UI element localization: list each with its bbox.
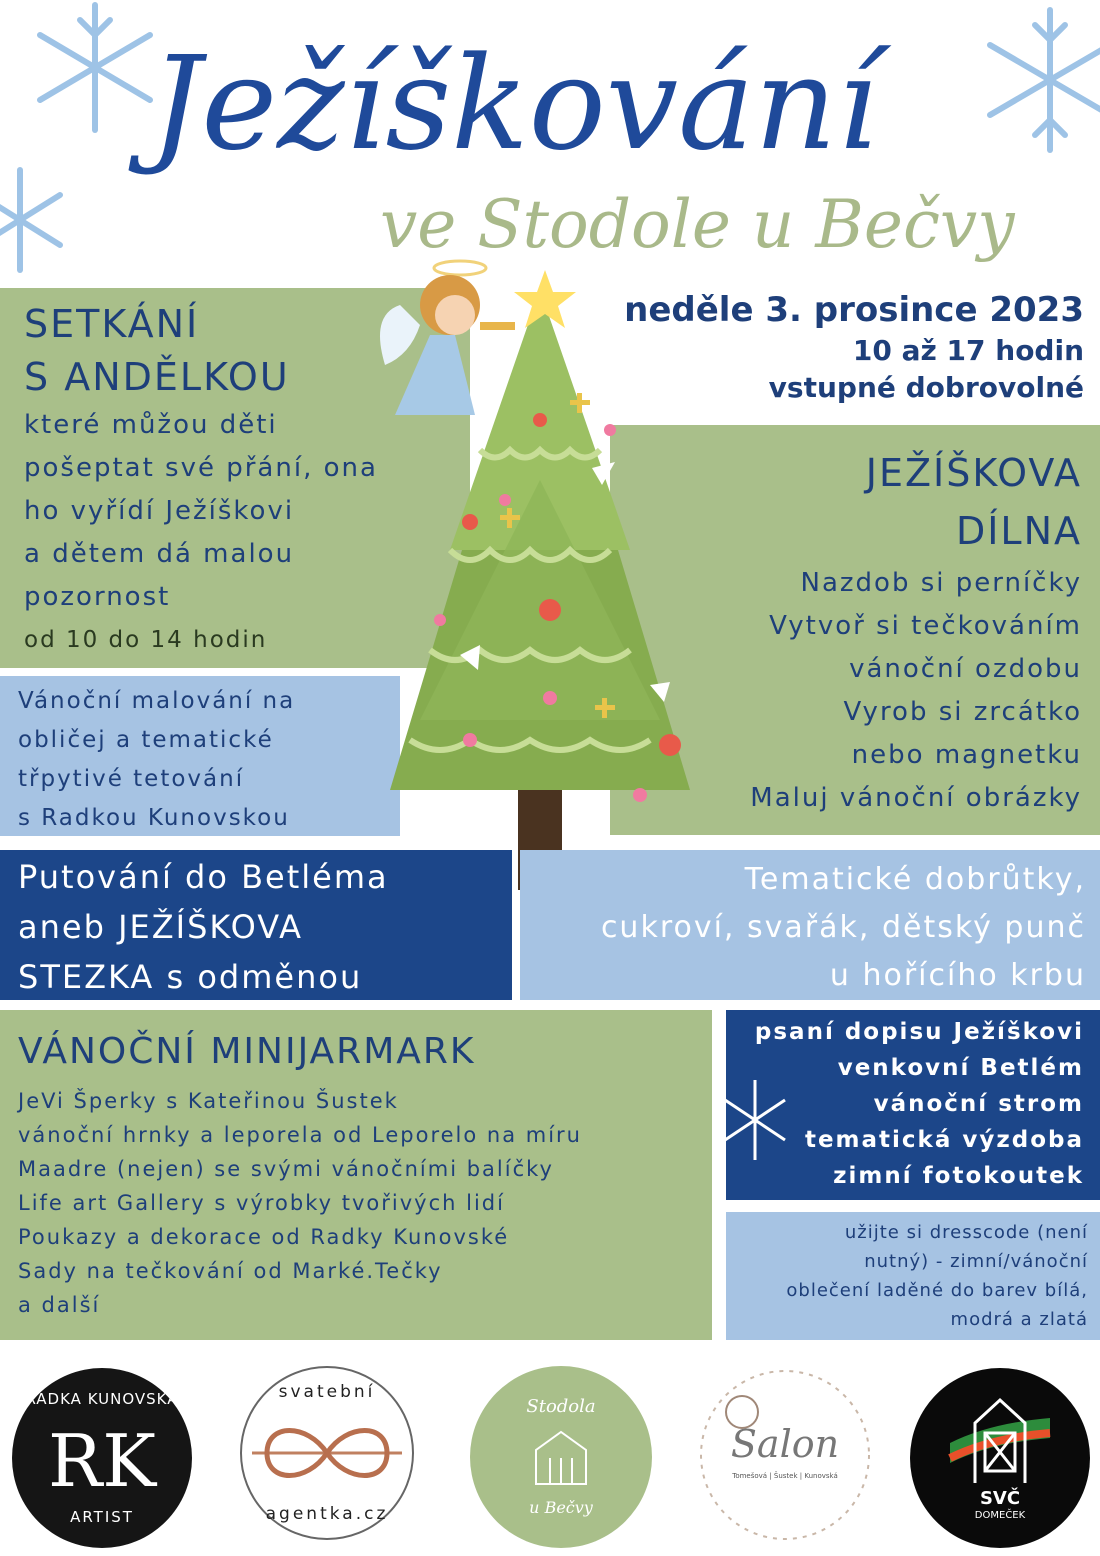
stodola-logo-bottom: u Bečvy xyxy=(529,1498,593,1517)
stodola-logo xyxy=(470,1366,652,1548)
market-line: a další xyxy=(18,1293,101,1317)
workshop-line: Vyrob si zrcátko xyxy=(843,697,1082,727)
angel-line: a dětem dá malou xyxy=(24,539,295,569)
angel-heading-2: S ANDĚLKOU xyxy=(24,355,290,399)
journey-line: aneb JEŽÍŠKOVA xyxy=(18,908,303,946)
dresscode-text xyxy=(786,1218,1088,1334)
christmas-tree-illustration xyxy=(330,250,750,900)
treats-line: cukroví, svařák, dětský punč xyxy=(600,910,1086,945)
angel-heading-1: SETKÁNÍ xyxy=(24,302,200,346)
activity-item: zimní fotokoutek xyxy=(833,1163,1084,1189)
face-painting-line: s Radkou Kunovskou xyxy=(18,805,290,831)
event-title: Ježíškování xyxy=(150,30,878,179)
market-line: Maadre (nejen) se svými vánočními balíčky xyxy=(18,1157,554,1181)
radka-logo-bottom: ARTIST xyxy=(70,1508,134,1526)
workshop-line: vánoční ozdobu xyxy=(849,654,1082,684)
market-line: vánoční hrnky a leporela od Leporelo na míru xyxy=(18,1123,582,1147)
market-heading: VÁNOČNÍ MINIJARMARK xyxy=(18,1031,476,1072)
radka-logo-top: RADKA KUNOVSKÁ xyxy=(25,1390,179,1408)
dresscode-line: modrá a zlatá xyxy=(950,1309,1088,1330)
market-line: Poukazy a dekorace od Radky Kunovské xyxy=(18,1225,510,1249)
face-painting-text xyxy=(18,682,295,838)
workshop-heading-2: DÍLNA xyxy=(955,509,1082,553)
stodola-logo-top: Stodola xyxy=(526,1396,596,1417)
salon-logo-name: Salon xyxy=(730,1422,840,1466)
angel-time: od 10 do 14 hodin xyxy=(24,627,268,653)
dresscode-line: užijte si dresscode (není xyxy=(844,1222,1088,1243)
workshop-heading-1: JEŽÍŠKOVA xyxy=(865,451,1082,495)
activity-item: vánoční strom xyxy=(873,1091,1084,1117)
svatebni-agentka-logo xyxy=(222,1358,432,1548)
angel-line: pošeptat své přání, ona xyxy=(24,453,378,483)
dresscode-line: nutný) - zimní/vánoční xyxy=(864,1251,1088,1272)
event-entry: vstupné dobrovolné xyxy=(768,371,1084,404)
face-painting-line: třpytivé tetování xyxy=(18,766,245,792)
angel-line: ho vyřídí Ježíškovi xyxy=(24,496,295,526)
workshop-line: Vytvoř si tečkováním xyxy=(769,611,1082,641)
activity-item: venkovní Betlém xyxy=(837,1055,1084,1081)
radka-logo-mono: RK xyxy=(48,1419,156,1503)
face-painting-line: Vánoční malování na xyxy=(18,688,296,714)
workshop-line: Maluj vánoční obrázky xyxy=(750,783,1082,813)
market-line: JeVi Šperky s Kateřinou Šustek xyxy=(18,1089,399,1113)
angel-meeting-text xyxy=(24,298,378,661)
event-subtitle: ve Stodole u Bečvy xyxy=(380,186,1015,263)
workshop-line: nebo magnetku xyxy=(851,740,1082,770)
salon-logo-sub: Tomešová | Šustek | Kunovská xyxy=(732,1472,838,1480)
workshop-text xyxy=(750,446,1082,820)
treats-line: u hořícího krbu xyxy=(829,958,1086,993)
workshop-line: Nazdob si perníčky xyxy=(800,568,1082,598)
event-date: neděle 3. prosince 2023 xyxy=(624,290,1084,330)
treats-text xyxy=(601,856,1086,1000)
market-text xyxy=(18,1020,582,1322)
svc-domecek-logo xyxy=(910,1368,1090,1548)
face-painting-line: obličej a tematické xyxy=(18,727,274,753)
market-line: Life art Gallery s výrobky tvořivých lidí xyxy=(18,1191,505,1215)
svc-logo-sub: DOMEČEK xyxy=(974,1510,1026,1521)
journey-line: Putování do Betléma xyxy=(18,858,389,896)
journey-line: STEZKA s odměnou xyxy=(18,958,363,996)
activity-item: tematická výzdoba xyxy=(804,1127,1084,1153)
dresscode-line: oblečení laděné do barev bílá, xyxy=(786,1280,1088,1301)
salon-logo xyxy=(690,1360,880,1550)
svatebni-logo-top: svatební xyxy=(278,1382,376,1402)
angel-line: pozornost xyxy=(24,582,171,612)
treats-line: Tematické dobrůtky, xyxy=(744,862,1086,897)
angel-line: které můžou děti xyxy=(24,410,278,440)
radka-kunovska-logo xyxy=(12,1368,192,1548)
market-line: Sady na tečkování od Marké.Tečky xyxy=(18,1259,443,1283)
activity-item: psaní dopisu Ježíškovi xyxy=(754,1019,1084,1045)
barn-icon xyxy=(528,1428,594,1486)
svc-logo-name: SVČ xyxy=(979,1488,1021,1509)
event-time: 10 až 17 hodin xyxy=(852,334,1084,367)
svatebni-logo-bottom: agentka.cz xyxy=(265,1504,389,1524)
house-icon xyxy=(940,1388,1060,1488)
journey-text xyxy=(18,852,389,1002)
activities-text xyxy=(755,1014,1084,1194)
